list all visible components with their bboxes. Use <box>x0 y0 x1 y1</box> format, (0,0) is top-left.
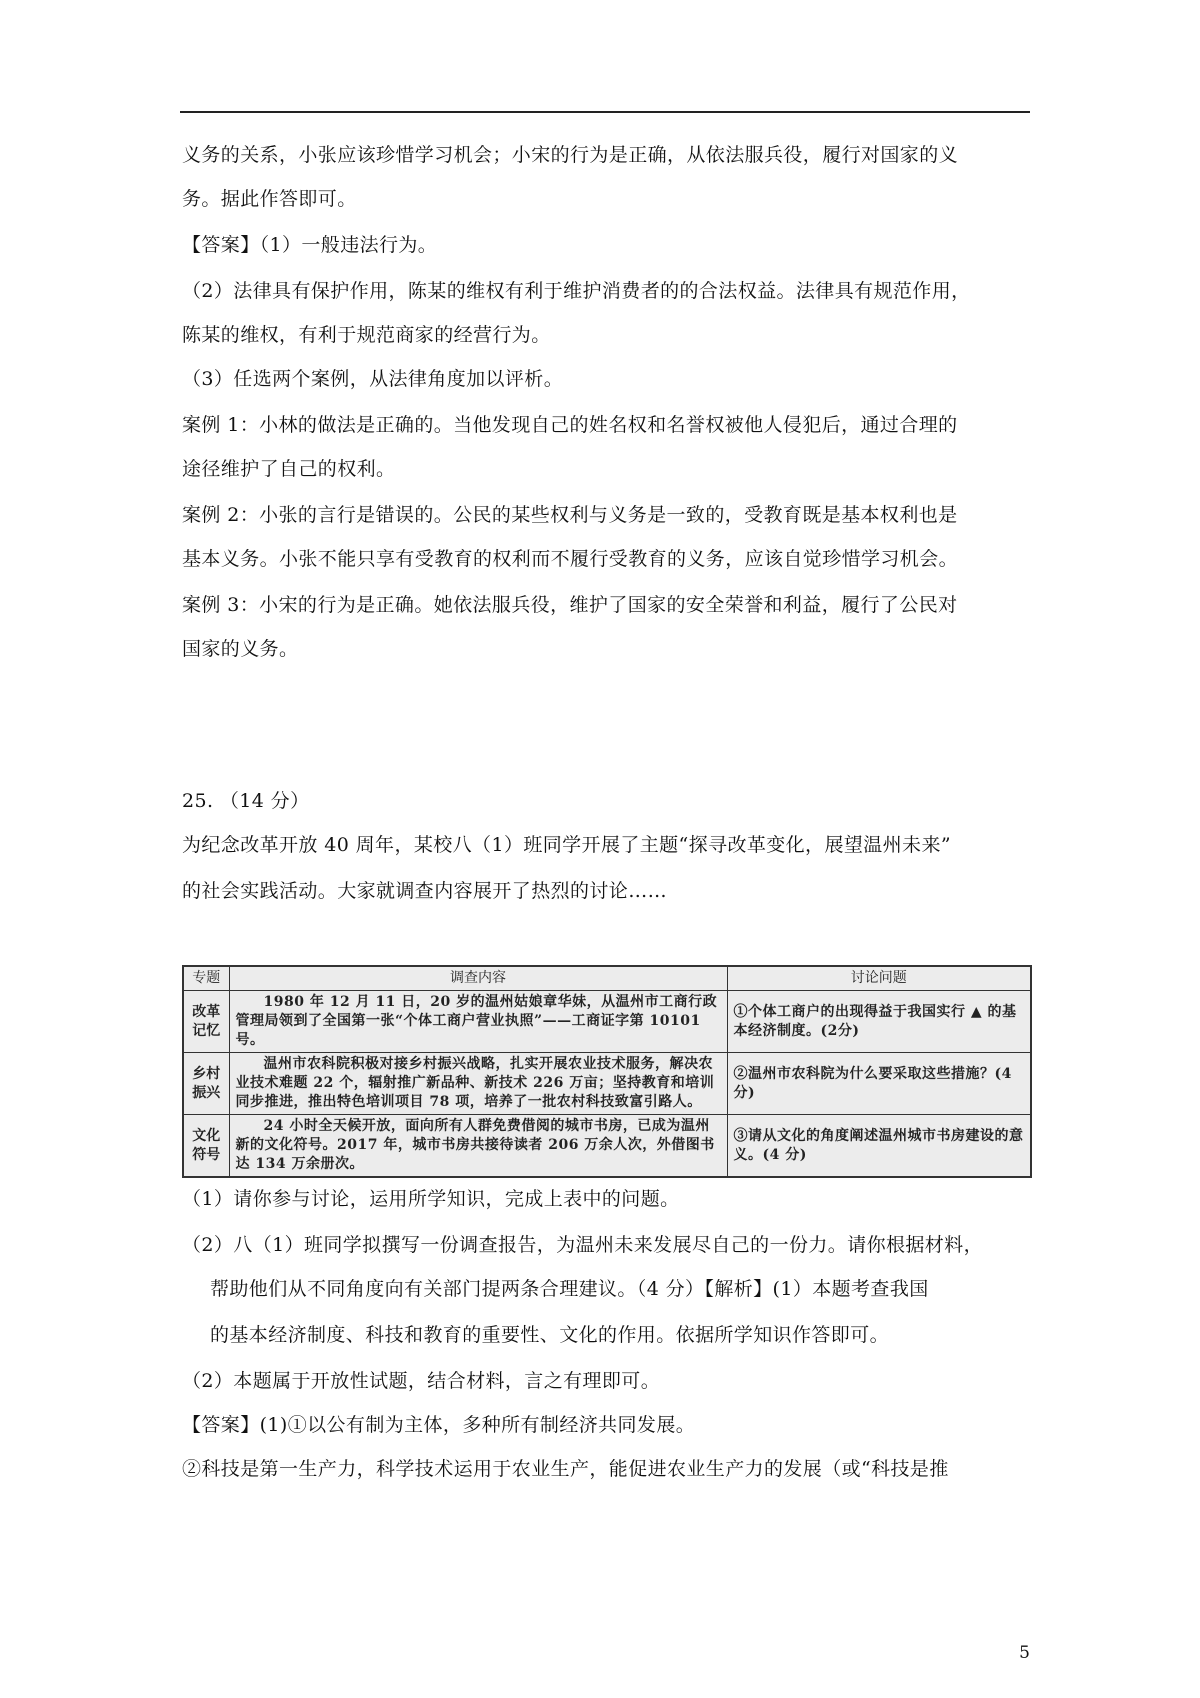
table-row <box>183 1115 1031 1178</box>
table-question-cell: ②温州市农科院为什么要采取这些措施？(4 分) <box>727 1053 1031 1115</box>
table-header-cell: 讨论问题 <box>727 966 1031 991</box>
text-line: （3）任选两个案例，从法律角度加以评析。 <box>182 368 564 390</box>
text-line: 案例 3：小宋的行为是正确。她依法服兵役，维护了国家的安全荣誉和利益，履行了公民对 <box>182 594 958 616</box>
page-number: 5 <box>1019 1643 1030 1663</box>
table-question-cell: ③请从文化的角度阐述温州城市书房建设的意义。(4 分) <box>727 1115 1031 1178</box>
table-row <box>183 991 1031 1053</box>
text-line: （1）请你参与讨论，运用所学知识，完成上表中的问题。 <box>182 1188 680 1210</box>
table-content-cell: 温州市农科院积极对接乡村振兴战略，扎实开展农业技术服务，解决农业技术难题 22 个，辐射推广新品种、新技术 226 万亩；坚持教育和培训同步推进，推出特色培训项目 78 项，培养了一批农村科技致富引路人。 <box>229 1053 727 1115</box>
table-topic-cell: 文化符号 <box>183 1115 229 1178</box>
text-line: 案例 1：小林的做法是正确的。当他发现自己的姓名权和名誉权被他人侵犯后，通过合理的 <box>182 414 958 436</box>
text-line: 的社会实践活动。大家就调查内容展开了热烈的讨论…… <box>182 880 668 902</box>
text-line: 陈某的维权，有利于规范商家的经营行为。 <box>182 324 551 346</box>
question-number: 25. （14 分） <box>182 790 310 812</box>
text-line: 务。据此作答即可。 <box>182 188 357 210</box>
text-line: 案例 2：小张的言行是错误的。公民的某些权利与义务是一致的，受教育既是基本权利也是 <box>182 504 958 526</box>
table-header-row <box>183 966 1031 991</box>
answer-heading: 【答案】(1)①以公有制为主体，多种所有制经济共同发展。 <box>182 1414 696 1436</box>
text-line: 的基本经济制度、科技和教育的重要性、文化的作用。依据所学知识作答即可。 <box>210 1324 890 1346</box>
survey-table <box>182 965 1032 1178</box>
answer-heading: 【答案】（1）一般违法行为。 <box>182 234 438 256</box>
text-line: ②科技是第一生产力，科学技术运用于农业生产，能促进农业生产力的发展（或“科技是推 <box>182 1458 949 1480</box>
text-line: 帮助他们从不同角度向有关部门提两条合理建议。（4 分）【解析】(1）本题考查我国 <box>210 1278 929 1300</box>
text-line: 途径维护了自己的权利。 <box>182 458 396 480</box>
table-content-cell: 24 小时全天候开放，面向所有人群免费借阅的城市书房，已成为温州新的文化符号。2017 年，城市书房共接待读者 206 万余人次，外借图书达 134 万余册次。 <box>229 1115 727 1178</box>
text-line: （2）法律具有保护作用，陈某的维权有利于维护消费者的的合法权益。法律具有规范作用， <box>182 280 971 302</box>
table-header-cell: 专题 <box>183 966 229 991</box>
header-rule <box>180 111 1030 113</box>
text-line: 基本义务。小张不能只享有受教育的权利而不履行受教育的义务，应该自觉珍惜学习机会。 <box>182 548 959 570</box>
text-line: 为纪念改革开放 40 周年，某校八（1）班同学开展了主题“探寻改革变化，展望温州未来” <box>182 834 951 856</box>
table-topic-cell: 乡村振兴 <box>183 1053 229 1115</box>
text-line: 义务的关系，小张应该珍惜学习机会；小宋的行为是正确，从依法服兵役，履行对国家的义 <box>182 144 959 166</box>
table-header-cell: 调查内容 <box>229 966 727 991</box>
text-line: （2）八（1）班同学拟撰写一份调查报告，为温州未来发展尽自己的一份力。请你根据材料， <box>182 1234 983 1256</box>
text-line: 国家的义务。 <box>182 638 299 660</box>
table-topic-cell: 改革记忆 <box>183 991 229 1053</box>
table-question-cell: ①个体工商户的出现得益于我国实行 ▲ 的基本经济制度。(2分) <box>727 991 1031 1053</box>
text-line: （2）本题属于开放性试题，结合材料，言之有理即可。 <box>182 1370 661 1392</box>
table-content-cell: 1980 年 12 月 11 日，20 岁的温州姑娘章华妹，从温州市工商行政管理局领到了全国第一张“个体工商户营业执照”——工商证字第 10101 号。 <box>229 991 727 1053</box>
table-row <box>183 1053 1031 1115</box>
